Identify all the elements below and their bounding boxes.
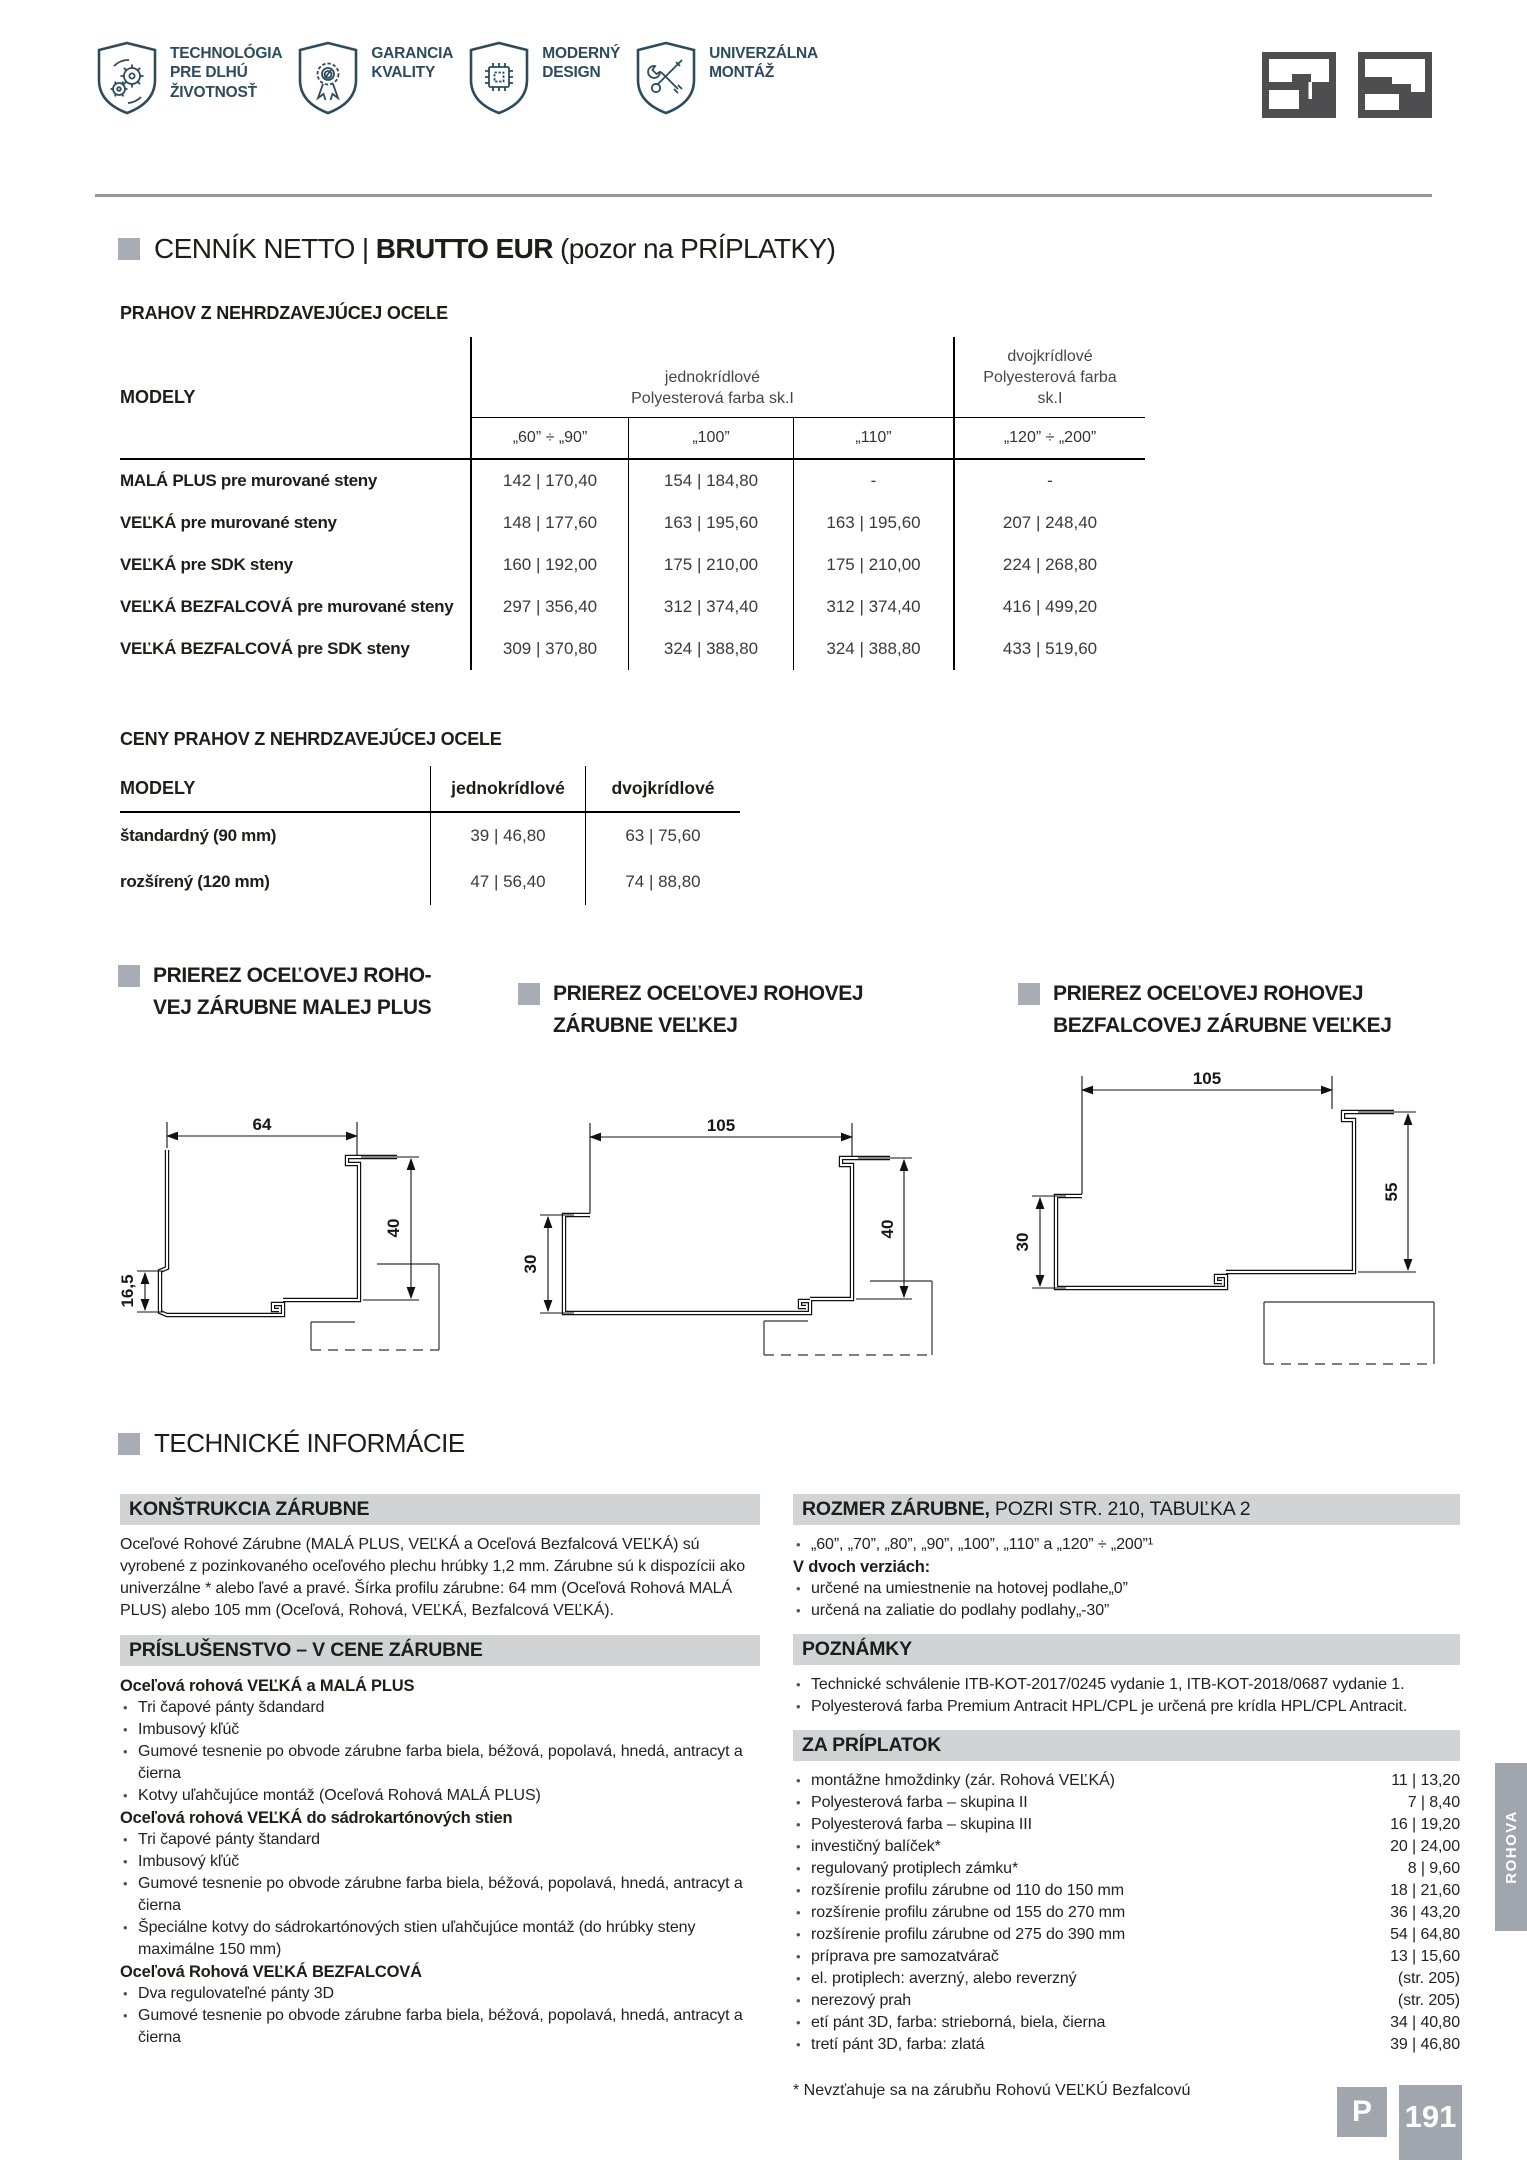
- shield-chip-icon: [467, 40, 531, 116]
- list-item: • Tri čapové pánty štandard: [120, 1829, 760, 1851]
- konstrukcia-paragraph: Oceľové Rohové Zárubne (MALÁ PLUS, VEĽKÁ a Oceľová Bezfalcová VEĽKÁ) sú vyrobené z pozinkovaného oceľového plechu hrúbky 1,2 mm. Zárubne sú k dispozícii ako univerzálne * alebo ľavé a pravé. Šírka profilu zárubne: 64 mm (Oceľová Rohová MALÁ PLUS) alebo 105 mm (Oceľová, Rohová, VEĽKÁ, Bezfalcová VEĽKÁ).: [120, 1536, 746, 1619]
- za-priplatok-bar: ZA PRÍPLATOK: [793, 1730, 1460, 1761]
- surcharge-label: • príprava pre samozatvárač: [811, 1948, 999, 1965]
- list-item: • Dva regulovateľné pánty 3D: [120, 1983, 760, 2005]
- list-item: • Imbusový kľúč: [120, 1719, 760, 1741]
- badge-technology-label: [170, 40, 282, 116]
- table-cell: 312 | 374,40: [793, 586, 953, 628]
- title-line: VEJ ZÁRUBNE MALEJ PLUS: [153, 995, 432, 1019]
- chapter-tab-label: ROHOVA: [1502, 1810, 1520, 1884]
- surcharge-price: 7 | 8,40: [1407, 1794, 1460, 1811]
- section-bullet-square: [118, 1433, 140, 1455]
- drawing2-title-text: [553, 978, 863, 1041]
- badge-line: UNIVERZÁLNA: [709, 45, 818, 62]
- table2-col-double: dvojkrídlové: [585, 766, 740, 813]
- header-divider: [95, 194, 1432, 197]
- profile-outline: [564, 1158, 890, 1313]
- badge-line: MODERNÝ: [542, 45, 621, 62]
- badge-line: GARANCIA: [371, 45, 454, 62]
- table-cell: 39 | 46,80: [430, 813, 585, 859]
- table-row-model: VEĽKÁ pre murované steny: [120, 513, 337, 533]
- dim-left-label: 30: [1013, 1232, 1032, 1252]
- table-cell: -: [793, 460, 953, 502]
- pricing-title-regular: CENNÍK NETTO |: [154, 233, 376, 264]
- table-cell: 163 | 195,60: [628, 502, 793, 544]
- shield-medal-icon: [296, 40, 360, 116]
- table-row-model: štandardný (90 mm): [120, 826, 277, 845]
- surcharge-price: (str. 205): [1397, 1992, 1460, 2009]
- tech-info-header: [118, 1428, 465, 1459]
- list-item: • Gumové tesnenie po obvode zárubne farba biela, béžová, popolavá, hnedá, antracyt a čierna: [120, 1873, 760, 1917]
- spacer: [793, 1718, 1460, 1730]
- drawing2-title: [518, 978, 863, 1041]
- surcharge-label: • rozšírenie profilu zárubne od 110 do 150 mm: [811, 1882, 1124, 1899]
- badge-design-label: [542, 40, 620, 116]
- table-cell: 207 | 248,40: [953, 502, 1145, 544]
- table-row-model: rozšírený (120 mm): [120, 872, 270, 891]
- surcharge-label: • nerezový prah: [811, 1992, 912, 2009]
- surcharge-price: 8 | 9,60: [1407, 1860, 1460, 1877]
- prislusenstvo-bar: PRÍSLUŠENSTVO – V CENE ZÁRUBNE: [120, 1635, 760, 1666]
- accessory-group-head: Oceľová rohová VEĽKÁ a MALÁ PLUS: [120, 1677, 415, 1695]
- table1-title: PRAHOV Z NEHRDZAVEJÚCEJ OCELE: [120, 303, 448, 323]
- surcharge-price: (str. 205): [1397, 1970, 1460, 1987]
- group-line: dvojkrídlové: [1007, 348, 1093, 365]
- group-line: jednokrídlové: [664, 368, 761, 386]
- surcharge-row: [793, 1770, 1460, 1792]
- tech-info-title: TECHNICKÉ INFORMÁCIE: [154, 1428, 465, 1458]
- tech-left-column: [120, 1494, 760, 2049]
- surcharge-price: 11 | 13,20: [1391, 1772, 1460, 1789]
- list-item: • určená na zaliatie do podlahy podlahy„-30”: [793, 1600, 1460, 1622]
- surcharge-row: [793, 1990, 1460, 2012]
- surcharge-label: • montážne hmoždinky (zár. Rohová VEĽKÁ): [811, 1772, 1115, 1789]
- badge-line: MONTÁŽ: [709, 64, 775, 82]
- spacer: [793, 1622, 1460, 1634]
- price-table-thresholds: [120, 337, 1145, 670]
- surcharge-row: [793, 1924, 1460, 1946]
- surcharge-row: [793, 1836, 1460, 1858]
- bar-bold: ROZMER ZÁRUBNE,: [802, 1498, 990, 1520]
- frame-profile-drawing-velka: [512, 1103, 942, 1403]
- surcharge-label: • Polyesterová farba – skupina II: [811, 1794, 1028, 1811]
- drawing1-title: [118, 960, 431, 1023]
- surcharge-row: [793, 1814, 1460, 1836]
- accessory-group-head: Oceľová rohová VEĽKÁ do sádrokartónových stien: [120, 1809, 513, 1827]
- accessory-group-head: Oceľová Rohová VEĽKÁ BEZFALCOVÁ: [120, 1963, 422, 1981]
- dim-left-label: 30: [521, 1254, 540, 1274]
- dim-flange-label: 16,5: [118, 1274, 137, 1308]
- title-line: BEZFALCOVEJ ZÁRUBNE VEĽKEJ: [1053, 1013, 1392, 1037]
- surcharge-row: [793, 1880, 1460, 1902]
- list-item: • Kotvy uľahčujúce montáž (Oceľová Rohová MALÁ PLUS): [120, 1785, 760, 1807]
- badge-line: TECHNOLÓGIA: [170, 45, 283, 62]
- badge-guarantee-label: [371, 40, 453, 116]
- list-item: • Polyesterová farba Premium Antracit HPL/CPL je určená pre krídla HPL/CPL Antracit.: [793, 1696, 1460, 1718]
- table2-title: CENY PRAHOV Z NEHRDZAVEJÚCEJ OCELE: [120, 729, 502, 749]
- shield-gears-icon: [95, 40, 159, 116]
- table-cell: 148 | 177,60: [470, 502, 628, 544]
- chapter-tab-rohova: [1495, 1763, 1527, 1931]
- shield-tools-icon: [634, 40, 698, 116]
- surcharge-row: [793, 1902, 1460, 1924]
- drawing3-title-text: [1053, 978, 1391, 1041]
- section-bullet-square: [118, 238, 140, 260]
- group-line: Polyesterová farba: [983, 368, 1117, 386]
- section-bullet-square: [1018, 983, 1040, 1005]
- table2-col-single: jednokrídlové: [430, 766, 585, 813]
- table-cell: 433 | 519,60: [953, 628, 1145, 670]
- badge-guarantee: [296, 40, 453, 116]
- surcharge-row: [793, 1858, 1460, 1880]
- pricing-title-suffix: (pozor na PRÍPLATKY): [552, 233, 836, 264]
- group-line: sk.I: [1037, 389, 1063, 407]
- badge-design: [467, 40, 620, 116]
- konstrukcia-bar: KONŠTRUKCIA ZÁRUBNE: [120, 1494, 760, 1525]
- title-line: PRIEREZ OCEĽOVEJ ROHO-: [153, 964, 432, 987]
- frame-profile-icon-1: [1262, 52, 1336, 118]
- list-item: • určené na umiestnenie na hotovej podlahe„0”: [793, 1578, 1460, 1600]
- dim-height-label: 55: [1382, 1182, 1401, 1202]
- surcharge-label: • regulovaný protiplech zámku*: [811, 1860, 1019, 1877]
- list-item: • Gumové tesnenie po obvode zárubne farba biela, béžová, popolavá, hnedá, antracyt a čierna: [120, 2005, 760, 2049]
- badge-line: DESIGN: [542, 64, 601, 82]
- badge-line: ŽIVOTNOSŤ: [170, 83, 257, 101]
- group-line: Polyesterová farba sk.I: [631, 389, 794, 407]
- pricing-title-bold: BRUTTO EUR: [375, 233, 553, 264]
- surcharge-price: 18 | 21,60: [1390, 1882, 1460, 1899]
- table1-col-60-90: „60” ÷ „90”: [470, 418, 628, 460]
- table1-modely-header: MODELY: [120, 337, 470, 460]
- section-bullet-square: [518, 983, 540, 1005]
- table1-col-120-200: „120” ÷ „200”: [953, 418, 1145, 460]
- title-line: ZÁRUBNE VEĽKEJ: [553, 1013, 738, 1037]
- dim-width-label: 105: [1192, 1069, 1222, 1088]
- surcharge-label: • Polyesterová farba – skupina III: [811, 1816, 1032, 1833]
- surcharge-row: [793, 2034, 1460, 2056]
- table1-group-double: [953, 337, 1145, 418]
- table-cell: 154 | 184,80: [628, 460, 793, 502]
- table-cell: 175 | 210,00: [793, 544, 953, 586]
- table-row-model: MALÁ PLUS pre murované steny: [120, 471, 378, 491]
- list-item: • „60”, „70”, „80”, „90”, „100”, „110” a „120” ÷ „200”¹: [793, 1534, 1460, 1556]
- surcharge-price: 34 | 40,80: [1390, 2014, 1460, 2031]
- surcharge-price: 13 | 15,60: [1390, 1948, 1460, 1965]
- brand-logo: [1337, 2087, 1387, 2137]
- table-cell: 163 | 195,60: [793, 502, 953, 544]
- surcharge-price: 54 | 64,80: [1390, 1926, 1460, 1943]
- tech-right-column: [793, 1494, 1460, 2100]
- drawing3-title: [1018, 978, 1391, 1041]
- dim-height-label: 40: [878, 1219, 897, 1239]
- table1-col-110: „110”: [793, 418, 953, 460]
- surcharge-footnote: * Nevzťahuje sa na zárubňu Rohovú VEĽKÚ Bezfalcovú: [793, 2082, 1191, 2099]
- title-line: PRIEREZ OCEĽOVEJ ROHOVEJ: [1053, 982, 1364, 1005]
- surcharge-row: [793, 1968, 1460, 1990]
- table-cell: 160 | 192,00: [470, 544, 628, 586]
- table2-modely-header: MODELY: [120, 766, 430, 813]
- table-cell: 297 | 356,40: [470, 586, 628, 628]
- badge-line: PRE DLHÚ: [170, 64, 248, 82]
- table-cell: 63 | 75,60: [585, 813, 740, 859]
- surcharge-label: • rozšírenie profilu zárubne od 275 do 390 mm: [811, 1926, 1126, 1943]
- table-cell: 312 | 374,40: [628, 586, 793, 628]
- surcharge-row: [793, 1946, 1460, 1968]
- section-bullet-square: [118, 965, 140, 987]
- versions-head: V dvoch verziách:: [793, 1558, 930, 1576]
- surcharge-label: • el. protiplech: averzný, alebo reverzný: [811, 1970, 1077, 1987]
- surcharge-label: • rozšírenie profilu zárubne od 155 do 270 mm: [811, 1904, 1126, 1921]
- badge-line: KVALITY: [371, 64, 436, 82]
- frame-profile-drawing-mala-plus: [105, 1100, 465, 1400]
- surcharge-row: [793, 2012, 1460, 2034]
- frame-type-icons: [1262, 52, 1432, 118]
- surcharge-label: • investičný balíček*: [811, 1838, 941, 1855]
- surcharge-price: 16 | 19,20: [1390, 1816, 1460, 1833]
- table1-group-single: [470, 337, 953, 418]
- table-cell: 324 | 388,80: [628, 628, 793, 670]
- table-cell: 224 | 268,80: [953, 544, 1145, 586]
- frame-profile-drawing-bezfalcova: [1002, 1056, 1472, 1386]
- table-cell: 324 | 388,80: [793, 628, 953, 670]
- badge-technology: [95, 40, 282, 116]
- drawing1-title-text: [153, 960, 431, 1023]
- rozmer-bar: [793, 1494, 1460, 1525]
- page-number: 191: [1399, 2085, 1462, 2160]
- profile-outline: [1056, 1112, 1394, 1288]
- list-item: • Tri čapové pánty šdandard: [120, 1697, 760, 1719]
- dim-height-label: 40: [384, 1218, 403, 1238]
- badge-mounting: [634, 40, 818, 116]
- surcharge-price: 39 | 46,80: [1390, 2036, 1460, 2053]
- table-cell: 416 | 499,20: [953, 586, 1145, 628]
- table-cell: 175 | 210,00: [628, 544, 793, 586]
- table-cell: 142 | 170,40: [470, 460, 628, 502]
- surcharge-label: • tretí pánt 3D, farba: zlatá: [811, 2036, 985, 2053]
- dim-width-label: 64: [252, 1115, 272, 1134]
- surcharge-label: • etí pánt 3D, farba: strieborná, biela, čierna: [811, 2014, 1106, 2031]
- poznamky-bar: POZNÁMKY: [793, 1634, 1460, 1665]
- list-item: • Imbusový kľúč: [120, 1851, 760, 1873]
- feature-badges: [95, 40, 832, 116]
- surcharge-price: 36 | 43,20: [1390, 1904, 1460, 1921]
- dim-width-label: 105: [706, 1116, 736, 1135]
- table-cell: 47 | 56,40: [430, 859, 585, 905]
- badge-mounting-label: [709, 40, 818, 116]
- list-item: • Gumové tesnenie po obvode zárubne farba biela, béžová, popolavá, hnedá, antracyt a čierna: [120, 1741, 760, 1785]
- table-row-model: VEĽKÁ BEZFALCOVÁ pre SDK steny: [120, 639, 410, 659]
- pricing-section-header: [118, 233, 835, 265]
- list-item: • Špeciálne kotvy do sádrokartónových stien uľahčujúce montáž (do hrúbky steny maximálne 150 mm): [120, 1917, 760, 1961]
- title-line: PRIEREZ OCEĽOVEJ ROHOVEJ: [553, 982, 864, 1005]
- table-row-model: VEĽKÁ BEZFALCOVÁ pre murované steny: [120, 597, 454, 617]
- pricing-title: [154, 233, 835, 265]
- table-cell: 74 | 88,80: [585, 859, 740, 905]
- list-item: • Technické schválenie ITB-KOT-2017/0245 vydanie 1, ITB-KOT-2018/0687 vydanie 1.: [793, 1674, 1460, 1696]
- table-row-model: VEĽKÁ pre SDK steny: [120, 555, 293, 575]
- table1-col-100: „100”: [628, 418, 793, 460]
- price-table-threshold-prices: [120, 766, 740, 905]
- bar-regular: POZRI STR. 210, TABUĽKA 2: [989, 1498, 1251, 1520]
- frame-profile-icon-2: [1358, 52, 1432, 118]
- profile-outline: [160, 1150, 397, 1315]
- surcharge-price: 20 | 24,00: [1390, 1838, 1460, 1855]
- table-cell: 309 | 370,80: [470, 628, 628, 670]
- brand-logo-letter: P: [1351, 2095, 1372, 2128]
- table-cell: -: [953, 460, 1145, 502]
- surcharge-row: [793, 1792, 1460, 1814]
